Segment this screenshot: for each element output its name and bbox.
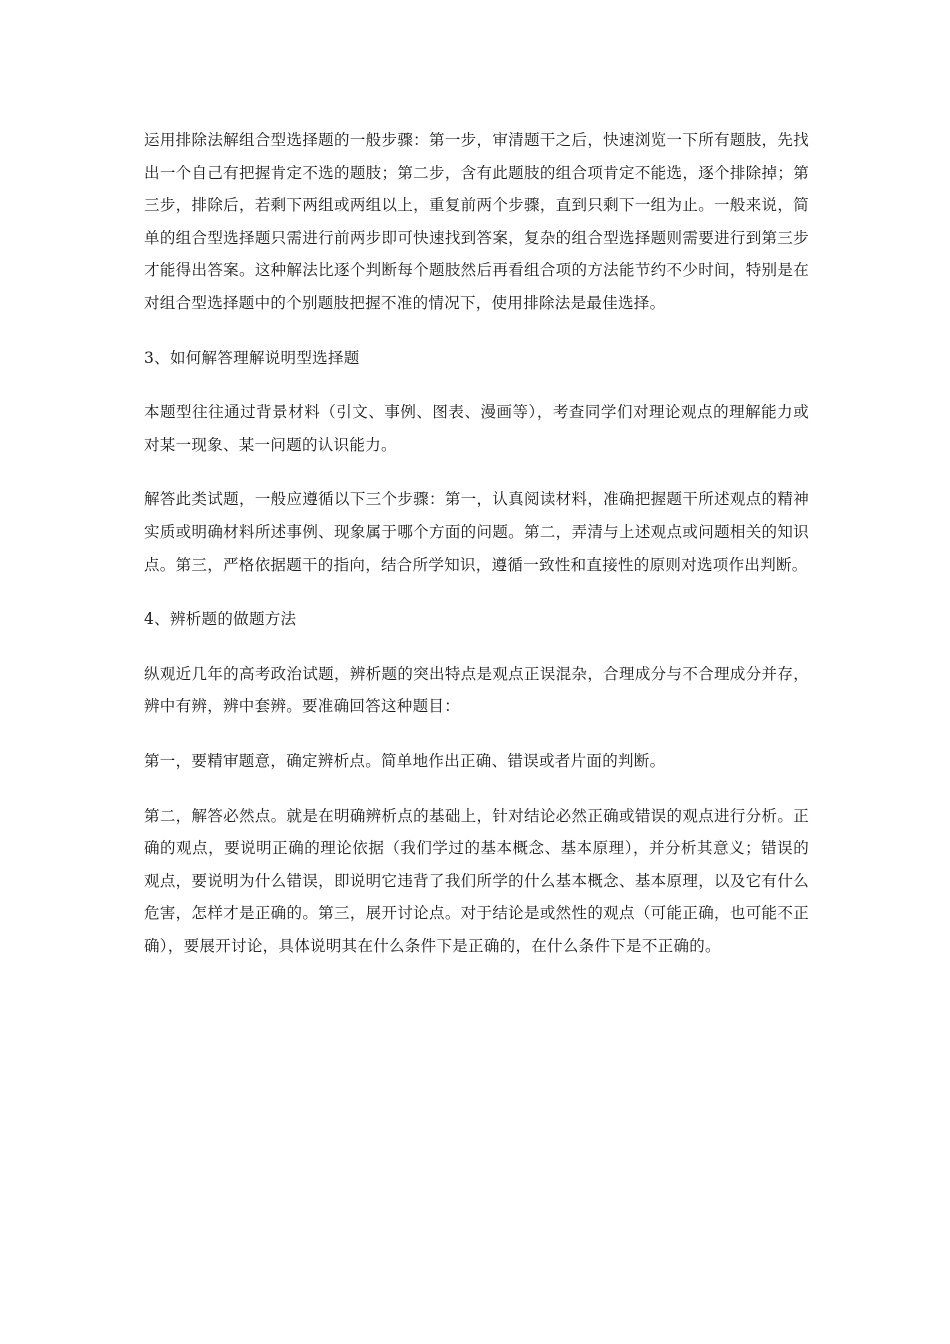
section-heading-3: 3、如何解答理解说明型选择题 bbox=[144, 348, 360, 367]
paragraph-analysis-intro: 纵观近几年的高考政治试题，辨析题的突出特点是观点正误混杂，合理成分与不合理成分并存，辨中有辨，辨中套辨。要准确回答这种题目： bbox=[144, 664, 809, 716]
paragraph-step-one: 第一，要精审题意，确定辨析点。简单地作出正确、错误或者片面的判断。 bbox=[144, 751, 666, 770]
paragraph-question-type-intro: 本题型往往通过背景材料（引文、事例、图表、漫画等），考查同学们对理论观点的理解能力或对某一现象、某一问题的认识能力。 bbox=[144, 403, 809, 454]
paragraph-elimination-steps: 运用排除法解组合型选择题的一般步骤：第一步，审清题干之后，快速浏览一下所有题肢，先找出一个自己有把握肯定不选的题肢；第二步，含有此题肢的组合项肯定不能选，逐个排除掉；第三步，排除后，若剩下两组或两组以上，重复前两个步骤，直到只剩下一组为止。一般来说，简单的组合型选择题只需进行前两步即可快速找到答案，复杂的组合型选择题则需要进行到第三步才能得出答案。这种解法比逐个判断每个题肢然后再看组合项的方法能节约不少时间，特别是在对组合型选择题中的个别题肢把握不准的情况下，使用排除法是最佳选择。 bbox=[144, 131, 809, 312]
paragraph-step-two-three: 第二，解答必然点。就是在明确辨析点的基础上，针对结论必然正确或错误的观点进行分析。正确的观点，要说明正确的理论依据（我们学过的基本概念、基本原理），并分析其意义；错误的观点，要说明为什么错误，即说明它违背了我们所学的什么基本概念、基本原理，以及它有什么危害，怎样才是正确的。第三，展开讨论点。对于结论是或然性的观点（可能正确，也可能不正确），要展开讨论，具体说明其在什么条件下是正确的，在什么条件下是不正确的。 bbox=[144, 806, 809, 955]
paragraph-three-steps: 解答此类试题，一般应遵循以下三个步骤：第一，认真阅读材料，准确把握题干所述观点的精神实质或明确材料所述事例、现象属于哪个方面的问题。第二，弄清与上述观点或问题相关的知识点。第三，严格依据题干的指向，结合所学知识，遵循一致性和直接性的原则对选项作出判断。 bbox=[144, 490, 809, 574]
document-body bbox=[144, 124, 809, 984]
section-heading-4: 4、辨析题的做题方法 bbox=[144, 610, 297, 629]
